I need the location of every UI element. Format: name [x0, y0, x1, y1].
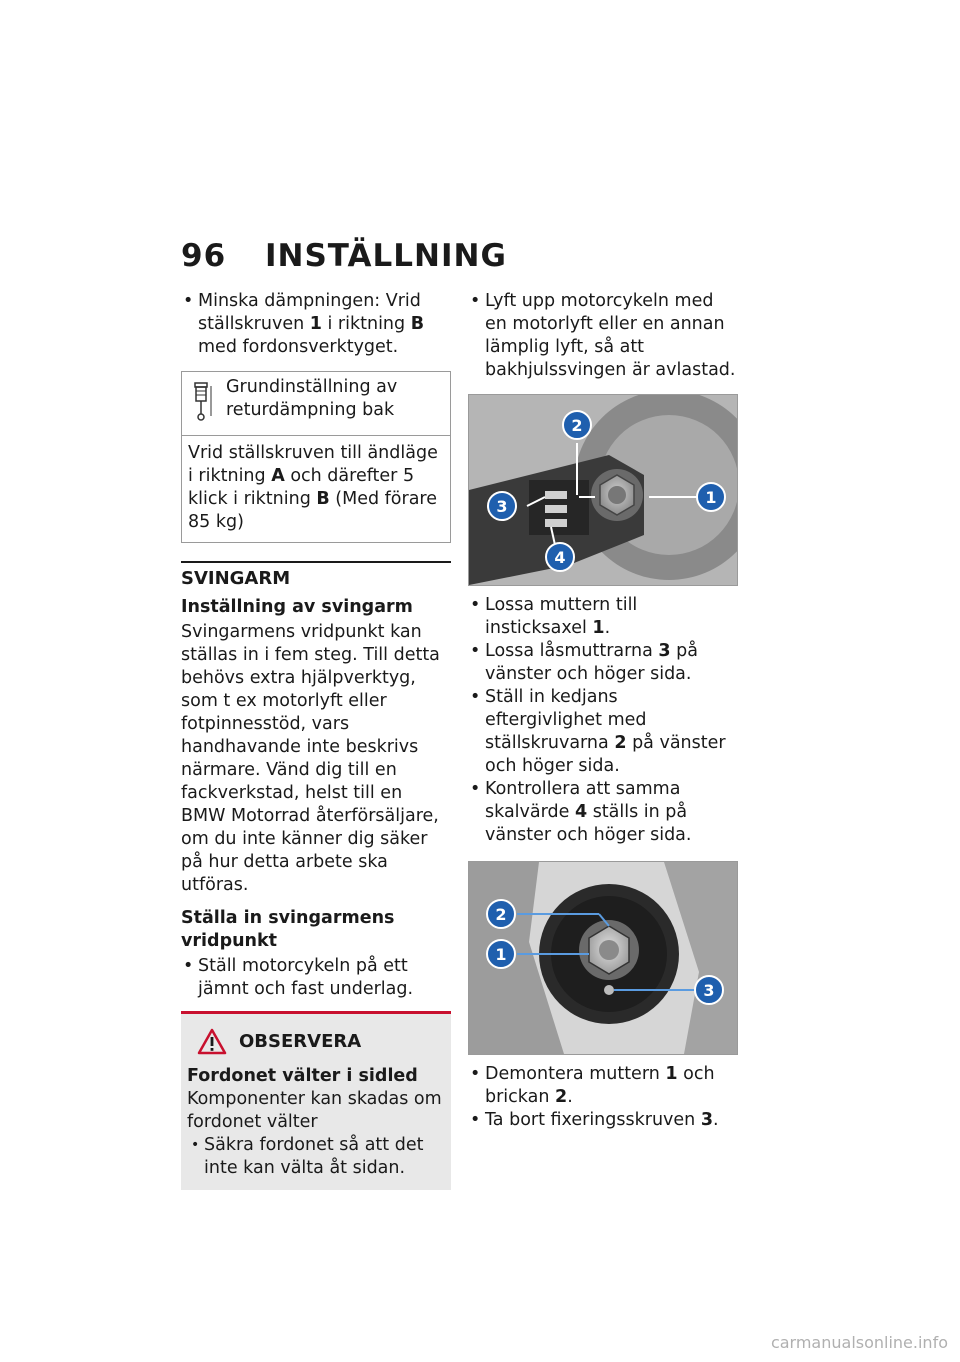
- list-item: • Lossa låsmuttrarna 3 på vänster och höger sida.: [468, 640, 740, 686]
- instruction-list-2: [468, 1063, 740, 1132]
- instruction-list-1: [468, 594, 740, 847]
- warning-note: [181, 1011, 451, 1190]
- watermark: carmanualsonline.info: [770, 1333, 948, 1352]
- list-item: • Kontrollera att samma skalvärde 4 ställs in på vänster och höger sida.: [468, 778, 740, 847]
- list-item: • Lossa muttern till insticksaxel 1.: [468, 594, 740, 640]
- warning-heading: Fordonet välter i sidled: [187, 1066, 418, 1086]
- paragraph: Svingarmens vridpunkt kan ställas in i fem steg. Till detta behövs extra hjälpverktyg, som t ex motorlyft eller fotpinnesstöd, vars handhavande inte beskrivs närmare. Vänd dig till en fackverkstad, helst till en BMW Motorrad återförsäljare, om du inte känner dig säker på hur detta arbete ska utföras.: [181, 622, 440, 895]
- page-title: INSTÄLLNING: [265, 238, 507, 274]
- subheading: Inställning av svingarm: [181, 597, 413, 617]
- callout-2: 2: [571, 416, 583, 435]
- callout-3: 3: [703, 981, 715, 1000]
- list-item: • Demontera muttern 1 och brickan 2.: [468, 1063, 740, 1109]
- list-item: • Ta bort fixeringsskruven 3.: [468, 1109, 740, 1132]
- warning-header: [187, 1028, 445, 1055]
- list-item: • Ställ motorcykeln på ett jämnt och fast underlag.: [181, 955, 451, 1001]
- info-box-body: Vrid ställskruven till ändläge i riktning A och därefter 5 klick i riktning B (Med förare 85 kg): [188, 443, 438, 532]
- shock-absorber-icon: [188, 376, 226, 429]
- left-column: [181, 290, 451, 1190]
- list-item: • Minska dämpningen: Vrid ställskruven 1 i riktning B med fordonsverktyget.: [181, 290, 451, 359]
- section-title: SVINGARM: [181, 561, 451, 590]
- callout-4: 4: [554, 548, 566, 567]
- warning-label: OBSERVERA: [239, 1031, 362, 1052]
- list-item: • Lyft upp motorcykeln med en motorlyft eller en annan lämplig lyft, så att bakhjulssvingen är avlastad.: [468, 290, 740, 382]
- callout-2: 2: [495, 905, 507, 924]
- info-box: [181, 371, 451, 543]
- page-header: [181, 238, 507, 274]
- list-item: • Ställ in kedjans eftergivlighet med ställskruvarna 2 på vänster och höger sida.: [468, 686, 740, 778]
- figure-chain-adjuster: [468, 394, 738, 586]
- right-column: [468, 290, 740, 1132]
- callout-1: 1: [495, 945, 507, 964]
- info-box-header: [182, 372, 450, 436]
- page-number: 96: [181, 238, 227, 274]
- warning-item: • Säkra fordonet så att det inte kan välta åt sidan.: [187, 1134, 445, 1180]
- warning-text: Komponenter kan skadas om fordonet välter: [187, 1089, 442, 1132]
- info-box-title: Grundinställning av returdämpning bak: [226, 377, 398, 420]
- callout-3: 3: [496, 497, 508, 516]
- callout-1: 1: [705, 488, 717, 507]
- warning-triangle-icon: [197, 1028, 227, 1055]
- figure-axle-nut: [468, 861, 738, 1055]
- subheading: Ställa in svingarmens vridpunkt: [181, 908, 395, 951]
